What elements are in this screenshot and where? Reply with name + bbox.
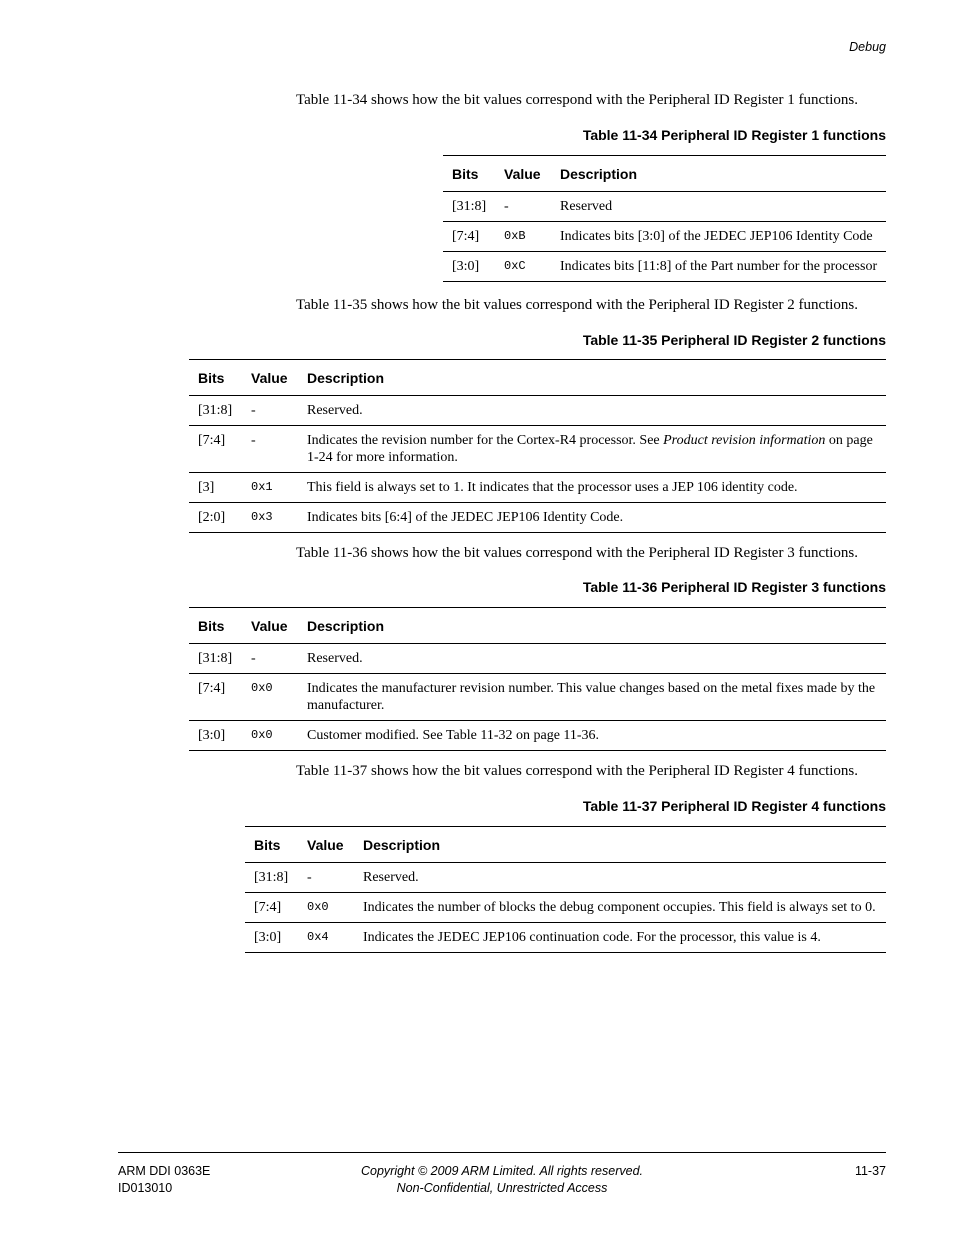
cell-value: 0x0 <box>242 674 298 721</box>
cell-description: Indicates bits [3:0] of the JEDEC JEP106 Identity Code <box>551 222 886 252</box>
column-header-bits: Bits <box>245 827 298 863</box>
table-intro-11-35: Table 11-35 shows how the bit values correspond with the Peripheral ID Register 2 functions. <box>296 297 859 313</box>
table-intro-11-34: Table 11-34 shows how the bit values correspond with the Peripheral ID Register 1 functions. <box>296 92 859 108</box>
table-row <box>245 863 886 893</box>
cell-value: 0x4 <box>298 923 354 953</box>
column-header-value: Value <box>242 360 298 396</box>
cell-value: - <box>298 863 354 893</box>
column-header-description: Description <box>354 827 886 863</box>
cross-reference-link[interactable]: Product revision information <box>663 433 826 448</box>
page-number: 11-37 <box>854 1164 886 1178</box>
cell-value: 0x0 <box>242 721 298 751</box>
cell-description: Indicates bits [11:8] of the Part number for the processor <box>551 252 886 282</box>
column-header-value: Value <box>242 608 298 644</box>
cell-bits: [2:0] <box>189 503 242 533</box>
cell-bits: [7:4] <box>189 426 242 473</box>
cell-value: - <box>242 644 298 674</box>
description-text: Indicates the revision number for the Cortex-R4 processor. See <box>307 433 664 448</box>
table-intro-11-36: Table 11-36 shows how the bit values correspond with the Peripheral ID Register 3 functions. <box>296 545 859 561</box>
cell-value: - <box>495 192 551 222</box>
table-11-34 <box>443 155 886 282</box>
cell-value: - <box>242 396 298 426</box>
cell-value: 0xB <box>495 222 551 252</box>
running-header: Debug <box>849 40 886 54</box>
column-header-value: Value <box>298 827 354 863</box>
table-row <box>443 252 886 282</box>
cell-bits: [7:4] <box>245 893 298 923</box>
column-header-bits: Bits <box>189 608 242 644</box>
table-11-37 <box>245 826 886 953</box>
column-header-bits: Bits <box>443 156 495 192</box>
cell-bits: [3:0] <box>189 721 242 751</box>
column-header-description: Description <box>298 608 886 644</box>
table-header-row <box>443 156 886 192</box>
table-row <box>189 644 886 674</box>
cell-description: Indicates bits [6:4] of the JEDEC JEP106 Identity Code. <box>298 503 886 533</box>
cell-bits: [31:8] <box>245 863 298 893</box>
cell-value: 0x3 <box>242 503 298 533</box>
footer-copyright: Copyright © 2009 ARM Limited. All rights reserved. <box>360 1164 643 1178</box>
cell-value: - <box>242 426 298 473</box>
table-caption-11-35: Table 11-35 Peripheral ID Register 2 functions <box>582 332 886 348</box>
cell-bits: [3:0] <box>443 252 495 282</box>
cell-value: 0x0 <box>298 893 354 923</box>
footer-legal <box>300 1163 704 1197</box>
description-tail: on page 1-24 for more information. <box>307 433 873 465</box>
column-header-value: Value <box>495 156 551 192</box>
table-caption-11-37: Table 11-37 Peripheral ID Register 4 functions <box>582 798 886 814</box>
cell-description: Reserved. <box>354 863 886 893</box>
table-row <box>189 503 886 533</box>
cell-description: Reserved. <box>298 396 886 426</box>
cell-description: Reserved. <box>298 644 886 674</box>
table-caption-11-36: Table 11-36 Peripheral ID Register 3 functions <box>582 579 886 595</box>
table-11-36 <box>189 607 886 751</box>
table-row <box>189 426 886 473</box>
cell-value: 0x1 <box>242 473 298 503</box>
footer-doc-info <box>118 1163 210 1197</box>
footer-doc-id: ARM DDI 0363E <box>118 1164 211 1178</box>
table-header-row <box>189 360 886 396</box>
cell-description <box>298 426 886 473</box>
table-header-row <box>189 608 886 644</box>
table-row <box>189 721 886 751</box>
table-row <box>245 893 886 923</box>
table-row <box>443 192 886 222</box>
cell-description: Indicates the manufacturer revision number. This value changes based on the metal fixes made by the manufacturer. <box>298 674 886 721</box>
cell-description: Indicates the JEDEC JEP106 continuation code. For the processor, this value is 4. <box>354 923 886 953</box>
cell-bits: [31:8] <box>189 396 242 426</box>
cell-description: This field is always set to 1. It indicates that the processor uses a JEP 106 identity code. <box>298 473 886 503</box>
cell-bits: [31:8] <box>443 192 495 222</box>
cell-description: Indicates the number of blocks the debug component occupies. This field is always set to 0. <box>354 893 886 923</box>
cell-bits: [31:8] <box>189 644 242 674</box>
cell-bits: [3:0] <box>245 923 298 953</box>
table-11-35 <box>189 359 886 533</box>
table-intro-11-37: Table 11-37 shows how the bit values correspond with the Peripheral ID Register 4 functions. <box>296 763 859 779</box>
column-header-description: Description <box>298 360 886 396</box>
table-row <box>189 473 886 503</box>
table-header-row <box>245 827 886 863</box>
table-row <box>443 222 886 252</box>
footer-doc-ref: ID013010 <box>118 1181 173 1195</box>
table-row <box>189 396 886 426</box>
cell-description: Customer modified. See Table 11-32 on page 11-36. <box>298 721 886 751</box>
table-row <box>189 674 886 721</box>
cell-description: Reserved <box>551 192 886 222</box>
cell-value: 0xC <box>495 252 551 282</box>
footer-divider <box>118 1152 886 1153</box>
footer-access: Non-Confidential, Unrestricted Access <box>396 1181 608 1195</box>
cell-bits: [7:4] <box>189 674 242 721</box>
table-caption-11-34: Table 11-34 Peripheral ID Register 1 functions <box>582 127 886 143</box>
cell-bits: [3] <box>189 473 242 503</box>
table-row <box>245 923 886 953</box>
column-header-description: Description <box>551 156 886 192</box>
cell-bits: [7:4] <box>443 222 495 252</box>
column-header-bits: Bits <box>189 360 242 396</box>
